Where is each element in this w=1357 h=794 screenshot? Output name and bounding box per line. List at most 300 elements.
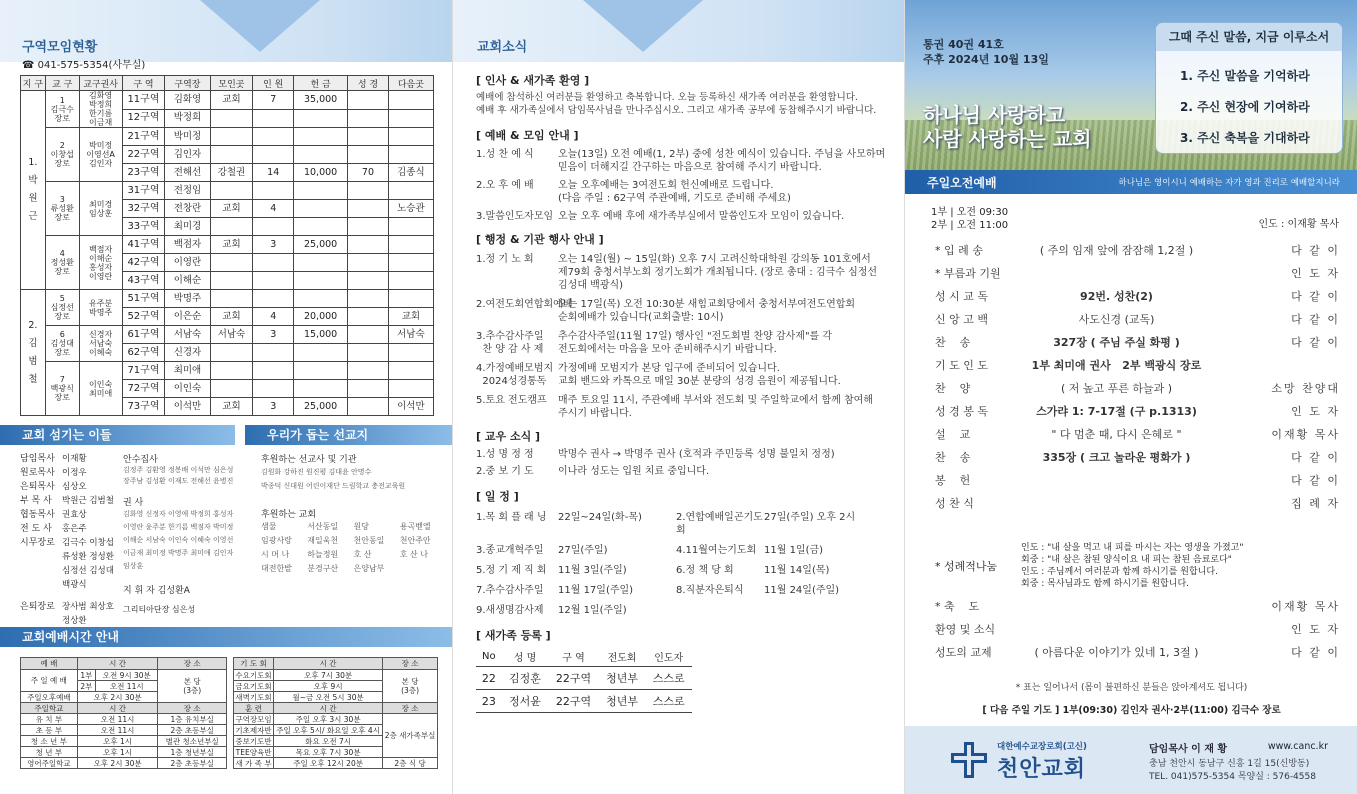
order-content: 335장 ( 크고 놀라운 평화가 ) — [1042, 450, 1191, 464]
school-place: 별관 청소년부실 — [158, 736, 227, 747]
server-names: 김극수 이창섭 류성환 정성환 심정선 김성대 백광식 — [62, 538, 114, 590]
data-cell — [253, 146, 294, 164]
data-cell — [253, 182, 294, 200]
newfamily-cell: 22구역 — [548, 690, 599, 713]
news-item-text: 박명수 권사 → 박명주 권사 (호적과 주민등록 성명 불일치 정정) — [558, 449, 835, 460]
news-body — [476, 72, 891, 713]
missions-title: 우리가 돕는 선교지 — [245, 425, 452, 445]
parish-cell: 3 류성환 장로 — [45, 182, 79, 236]
order-performer: 인 도 자 — [1291, 266, 1340, 280]
news-item — [476, 448, 891, 461]
table-row — [21, 714, 227, 725]
table-row — [21, 128, 434, 146]
officers — [123, 452, 243, 615]
schedule-event: 9.새생명감사제 — [476, 605, 544, 616]
table-row — [234, 758, 438, 769]
server-row — [20, 536, 120, 592]
order-item: 찬 송 — [935, 335, 971, 349]
next-prayer: [ 다음 주일 기도 ] 1부(09:30) 김인자 권사·2부(11:00) 김극수 장로 — [982, 705, 1281, 716]
training-time: 목요 오후 7시 30분 — [274, 747, 383, 758]
schedule-date — [764, 604, 891, 617]
column-header: 성 명 — [502, 647, 549, 667]
order-content: 92번. 성찬(2) — [1080, 289, 1153, 303]
data-cell — [294, 344, 348, 362]
servers-title: 교회 섬기는 이들 — [0, 425, 235, 445]
table-row — [234, 714, 438, 725]
schedule-event: 7.추수감사주일 — [476, 585, 544, 596]
data-cell — [294, 109, 348, 128]
data-cell — [348, 326, 389, 344]
service-part: 2부 — [77, 681, 95, 692]
server-names: 이정우 — [62, 468, 87, 478]
admin-items — [476, 253, 891, 420]
schedule-date: 11월 14일(목) — [764, 565, 830, 576]
anjibs-title: 안수집사 — [123, 455, 158, 465]
data-cell — [348, 182, 389, 200]
churches-grid — [261, 520, 446, 576]
newfamily-cell: 23 — [476, 690, 502, 713]
data-cell: 33구역 — [122, 218, 165, 236]
admin-heading: [ 행정 & 기관 행사 안내 ] — [476, 233, 604, 246]
news-item-text: 추수감사주일(11월 17일) 행사인 "전도회별 찬양 감사제"를 각 전도회에서는 마음을 모아 준비해주시기 바랍니다. — [558, 331, 833, 355]
header-triangle — [200, 0, 320, 52]
school-place: 2층 초등부실 — [158, 758, 227, 769]
school-time: 오후 1시 — [77, 736, 158, 747]
office-phone: ☎ 041-575-5354(사무실) — [22, 60, 146, 71]
server-role: 전 도 사 — [20, 524, 52, 534]
sacrament-line: 회중 : "내 살은 참된 양식이요 내 피는 참된 음료로다" — [1021, 555, 1232, 565]
time-second: 2부 | 오전 11:00 — [931, 220, 1009, 231]
data-cell: 이인숙 — [165, 380, 210, 398]
data-cell — [348, 146, 389, 164]
data-cell: 51구역 — [122, 290, 165, 308]
school-place: 1층 청년부실 — [158, 747, 227, 758]
data-cell — [253, 128, 294, 146]
data-cell: 서남숙 — [210, 326, 253, 344]
worship-order-row — [905, 422, 1357, 445]
table-subheader-row — [234, 703, 438, 714]
church-name: 천안교회 — [997, 757, 1087, 782]
training-name: 구역장모임 — [235, 714, 272, 724]
schedule-date: 27일(주일) — [558, 545, 608, 556]
church-name: 하늘정원 — [307, 550, 339, 559]
server-role: 협동목사 — [20, 510, 55, 520]
missions-names: 김원화 강하진 원진평 김대윤 안명수 박종덕 신대원 어린이재단 드림학교 충전교육원 — [261, 468, 406, 490]
data-cell: 72구역 — [122, 380, 165, 398]
training-place: 2층 새가족부실 — [383, 714, 438, 758]
data-cell — [210, 109, 253, 128]
prayer-name: 금요기도회 — [235, 681, 272, 691]
data-cell: 62구역 — [122, 344, 165, 362]
parish-cell: 4 정성환 장로 — [45, 236, 79, 290]
data-cell — [294, 290, 348, 308]
service-verse: 하나님은 영이시니 예배하는 자가 영과 진리로 예배할지니라 — [1118, 178, 1340, 188]
server-row — [20, 452, 120, 466]
order-item: * 축 도 — [935, 599, 980, 613]
data-cell — [294, 254, 348, 272]
panel-news — [452, 0, 904, 794]
data-cell: 12구역 — [122, 109, 165, 128]
training-name: 새 가 족 부 — [235, 758, 272, 768]
service-part: 1부 — [77, 670, 95, 681]
slogan — [923, 103, 1092, 151]
column-header: 다음곳 — [388, 76, 433, 91]
data-cell: 10,000 — [294, 164, 348, 182]
data-cell — [294, 272, 348, 290]
worship-order-row — [905, 468, 1357, 491]
data-cell — [253, 380, 294, 398]
schedule-date: 11월 3일(주일) — [558, 565, 627, 576]
order-content: " 다 멈춘 때, 다시 은혜로 " — [1051, 427, 1182, 441]
service-time: 오전 11시 — [96, 681, 158, 692]
table-row — [476, 667, 692, 690]
denomination: 대한예수교장로회(고신) — [997, 742, 1087, 752]
table-header-row — [476, 647, 692, 667]
data-cell: 최미경 — [165, 218, 210, 236]
table-row — [21, 758, 227, 769]
column-header: 교 구 — [45, 76, 79, 91]
order-performer: 이재황 목사 — [1271, 427, 1340, 441]
schedule-event: 8.직분자은퇴식 — [676, 585, 744, 596]
worship-order-row — [905, 445, 1357, 468]
data-cell — [294, 200, 348, 218]
parish-deaconess-cell: 최미경 임상훈 — [79, 182, 122, 236]
training-time: 주일 오후 5시/ 화요일 오후 4시 — [274, 725, 383, 736]
worship-order-row — [905, 353, 1357, 376]
server-names: 홍은주 — [62, 524, 87, 534]
welcome-text: 예배에 참석하신 여러분들 환영하고 축복합니다. 오늘 등록하신 새가족 여러분을 환영합니다. 예배 후 새가족실에서 담임목사님을 만나주십시오. 그리고 새가족 공부에 동참해주시기 바랍니다. — [476, 92, 877, 116]
data-cell — [253, 254, 294, 272]
table-row — [21, 236, 434, 254]
header-triangle — [583, 0, 703, 52]
order-item: 환영 및 소식 — [935, 622, 996, 636]
gwonsa-title: 권 사 — [123, 498, 144, 508]
data-cell — [210, 218, 253, 236]
slogan-line2: 사람 사랑하는 교회 — [923, 127, 1092, 151]
news-item-label: 3.추수감사주일 찬 양 감 사 제 — [476, 331, 544, 355]
table-header-row — [234, 658, 438, 670]
prayer-time: 오후 7시 30분 — [274, 670, 383, 681]
parish-deaconess-cell: 김화영 박정희 한기름 이금재 — [79, 91, 122, 128]
newfamily-cell: 22 — [476, 667, 502, 690]
order-performer: 집 례 자 — [1291, 496, 1340, 510]
schedule-event: 1.목 회 플 래 닝 — [476, 512, 547, 523]
parish-deaconess-cell: 백점자 이해순 홍성자 이영란 — [79, 236, 122, 290]
data-cell: 교회 — [210, 91, 253, 110]
table-row — [21, 736, 227, 747]
church-name: 천안주안 — [399, 536, 431, 545]
service-leader: 인도 : 이재황 목사 — [1258, 219, 1339, 230]
church-name: 임광사랑 — [261, 536, 292, 545]
data-cell: 교회 — [210, 236, 253, 254]
server-row — [20, 522, 120, 536]
slogan-line1: 하나님 사랑하고 — [923, 103, 1066, 127]
news-item — [476, 394, 891, 420]
data-cell — [294, 380, 348, 398]
data-cell — [294, 218, 348, 236]
column-header: 교구권사 — [79, 76, 122, 91]
data-cell: 4 — [253, 200, 294, 218]
bulletin-date: 주후 2024년 10월 13일 — [923, 53, 1049, 66]
server-names: 심상오 — [62, 482, 87, 492]
motto-item: 1. 주신 말씀을 기억하라 — [1180, 69, 1310, 83]
conductor: 지 휘 자 김성환A — [123, 586, 190, 596]
data-cell — [388, 182, 433, 200]
order-item: 성도의 교제 — [935, 645, 992, 659]
news-item — [476, 298, 891, 324]
service-time: 오후 2시 30분 — [77, 692, 158, 703]
worship-order-row — [905, 261, 1357, 284]
data-cell: 61구역 — [122, 326, 165, 344]
data-cell: 강철권 — [210, 164, 253, 182]
prayer-name: 새벽기도회 — [235, 692, 272, 702]
column-header: 시 간 — [274, 703, 383, 714]
data-cell: 31구역 — [122, 182, 165, 200]
data-cell: 이석만 — [165, 398, 210, 416]
data-cell: 이석만 — [388, 398, 433, 416]
school-name: 영어주일학교 — [21, 758, 78, 769]
data-cell — [348, 218, 389, 236]
table-row — [21, 326, 434, 344]
news-item — [476, 465, 891, 478]
schedule-date: 27일(주일) 오후 2시 — [764, 512, 856, 523]
news-item — [476, 362, 891, 388]
service-name: 주 일 예 배 — [21, 670, 78, 692]
data-cell: 교회 — [388, 308, 433, 326]
data-cell: 김인자 — [165, 146, 210, 164]
data-cell — [388, 254, 433, 272]
order-item: * 입 례 송 — [935, 243, 983, 257]
news-item-label: 5.토요 전도캠프 — [476, 395, 547, 406]
data-cell — [210, 182, 253, 200]
schedule-date: 22일~24일(화-목) — [558, 512, 642, 523]
table-row — [21, 91, 434, 110]
panel-front — [904, 0, 1357, 794]
data-cell — [388, 290, 433, 308]
order-content: 1부 최미애 권사 2부 백광식 장로 — [1031, 358, 1202, 372]
church-name: 시 머 나 — [261, 550, 290, 559]
data-cell — [210, 146, 253, 164]
sacrament-line: 인도 : 주님께서 여러분과 함께 하시기를 원합니다. — [1021, 567, 1218, 577]
column-header: 장 소 — [383, 658, 438, 670]
schedule-row — [476, 511, 891, 537]
server-row — [20, 600, 120, 628]
column-header: 전도회 — [599, 647, 646, 667]
data-cell: 20,000 — [294, 308, 348, 326]
table-row — [21, 747, 227, 758]
news-item-label: 2.중 보 기 도 — [476, 466, 534, 477]
parish-cell: 5 심정선 장로 — [45, 290, 79, 326]
server-role: 은퇴목사 — [20, 482, 55, 492]
table-row — [21, 725, 227, 736]
school-name: 유 치 부 — [21, 714, 78, 725]
column-header: 예 배 — [21, 658, 78, 670]
schedule-row — [476, 584, 891, 597]
news-item-label: 2.여전도회연합회예배 — [476, 299, 573, 310]
table-row — [21, 670, 227, 681]
parish-deaconess-cell: 이인숙 최미애 — [79, 362, 122, 416]
parish-deaconess-cell: 신경자 서남숙 이혜숙 — [79, 326, 122, 362]
worship-order-row — [905, 284, 1357, 307]
table-row — [21, 182, 434, 200]
column-header: 훈 련 — [234, 703, 274, 714]
column-header: 시 간 — [77, 658, 158, 670]
news-item — [476, 179, 891, 205]
schedule-date: 12월 1일(주일) — [558, 605, 627, 616]
news-item-label: 1.성 찬 예 식 — [476, 149, 534, 160]
training-place: 2층 식 당 — [383, 758, 438, 769]
data-cell: 전창란 — [165, 200, 210, 218]
prayer-name: 수요기도회 — [235, 670, 272, 680]
schedule-row — [476, 604, 891, 617]
server-row — [20, 466, 120, 480]
news-item-text: 오는 17일(목) 오전 10:30분 새힘교회당에서 충청서부여전도연합회 순회예배가 있습니다(교회출발: 10시) — [558, 299, 856, 323]
server-role: 시무장로 — [20, 538, 55, 548]
newfamily-cell: 정서윤 — [502, 690, 549, 713]
order-item: 찬 송 — [935, 450, 971, 464]
order-performer: 다 같 이 — [1291, 312, 1340, 326]
data-cell — [348, 200, 389, 218]
news-item-label: 1.성 명 정 정 — [476, 449, 534, 460]
order-performer: 다 같 이 — [1291, 473, 1340, 487]
data-cell: 박미정 — [165, 128, 210, 146]
server-row — [20, 494, 120, 508]
service-place: 본 당 (3층) — [158, 670, 227, 703]
motto-list — [1156, 51, 1342, 154]
church-name: 호 산 — [353, 550, 372, 559]
data-cell: 32구역 — [122, 200, 165, 218]
data-cell: 노승관 — [388, 200, 433, 218]
order-performer: 다 같 이 — [1291, 645, 1340, 659]
motto-item: 2. 주신 현장에 기여하라 — [1180, 100, 1310, 114]
school-name: 초 등 부 — [21, 725, 78, 736]
order-performer: 다 같 이 — [1291, 450, 1340, 464]
data-cell: 25,000 — [294, 398, 348, 416]
table-row — [476, 690, 692, 713]
server-role: 은퇴장로 — [20, 602, 55, 612]
prayer-time: 오후 9시 — [274, 681, 383, 692]
data-cell: 박명주 — [165, 290, 210, 308]
schedule-row — [476, 544, 891, 557]
order-performer: 인 도 자 — [1291, 622, 1340, 636]
column-header: 시 간 — [77, 703, 158, 714]
worship-right-table — [233, 657, 438, 769]
data-cell: 박정희 — [165, 109, 210, 128]
order-content: 사도신경 (교독) — [1078, 312, 1155, 326]
data-cell: 7 — [253, 91, 294, 110]
district-cell: 2. 김 범 철 — [21, 290, 46, 416]
newfamily-cell: 22구역 — [548, 667, 599, 690]
schedule-grid — [476, 511, 891, 617]
order-performer: 인 도 자 — [1291, 404, 1340, 418]
data-cell — [348, 380, 389, 398]
news-item — [476, 253, 891, 292]
data-cell — [348, 91, 389, 110]
data-cell: 23구역 — [122, 164, 165, 182]
data-cell — [294, 146, 348, 164]
data-cell: 71구역 — [122, 362, 165, 380]
column-header: 지 구 — [21, 76, 46, 91]
motto-title: 그때 주신 말씀, 지금 이루소서 — [1156, 23, 1342, 51]
prayer-place: 본 당 (3층) — [383, 670, 438, 703]
table-row — [234, 670, 438, 681]
sacrament-section — [905, 540, 1357, 592]
schedule-date: 11월 24일(주일) — [764, 585, 840, 596]
newfamily-cell: 청년부 — [599, 690, 646, 713]
order-item: 찬 양 — [935, 381, 971, 395]
data-cell: 교회 — [210, 200, 253, 218]
data-cell: 이영란 — [165, 254, 210, 272]
column-header: 기 도 회 — [234, 658, 274, 670]
worship-title: 교회예배시간 안내 — [0, 627, 452, 647]
data-cell: 3 — [253, 398, 294, 416]
column-header: 장 소 — [383, 703, 438, 714]
news-item-text: 이나라 성도는 입원 치료 중입니다. — [558, 466, 710, 477]
training-name: 기초제자반 — [235, 725, 272, 735]
data-cell: 70 — [348, 164, 389, 182]
data-cell: 백점자 — [165, 236, 210, 254]
server-row — [20, 508, 120, 522]
data-cell — [388, 344, 433, 362]
motto-box — [1155, 22, 1343, 154]
data-cell: 21구역 — [122, 128, 165, 146]
order-content: 327장 ( 주님 주실 화평 ) — [1053, 335, 1180, 349]
column-header: No — [476, 647, 502, 667]
news-item-text: 오는 14일(월) ~ 15일(화) 오후 7시 고려신학대학원 강의동 101호에서 제79회 충청서부노회 정기노회가 개최됩니다. (장로 총대 : 김극수 심정선 김성대 백광식) — [558, 254, 878, 291]
sacrament-line: 회중 : 목사님과도 함께 하시기를 원합니다. — [1021, 579, 1189, 589]
server-names: 박원근 김범철 — [62, 496, 114, 506]
order-performer: 다 같 이 — [1291, 289, 1340, 303]
panel-district — [0, 0, 452, 794]
news-item — [476, 148, 891, 174]
data-cell: 최미애 — [165, 362, 210, 380]
training-time: 주일 오후 3시 30분 — [274, 714, 383, 725]
newfamily-table — [476, 647, 692, 713]
church-logo-icon — [949, 740, 989, 780]
server-names: 이재황 — [62, 454, 87, 464]
data-cell: 이은순 — [165, 308, 210, 326]
welcome-heading: [ 인사 & 새가족 환영 ] — [476, 74, 590, 87]
schedule-row — [476, 564, 891, 577]
news-item-text: 오늘(13일) 오전 예배(1, 2부) 중에 성찬 예식이 있습니다. 주님을 사모하며 믿음이 더해지길 간구하는 마음으로 참여해 주시기 바랍니다. — [558, 149, 886, 173]
volume: 통권 40권 41호 — [923, 38, 1004, 51]
data-cell — [348, 272, 389, 290]
news-item — [476, 330, 891, 356]
data-cell: 교회 — [210, 398, 253, 416]
data-cell: 김종식 — [388, 164, 433, 182]
schedule-event: 6.정 책 당 회 — [676, 565, 734, 576]
worship-left-table — [20, 657, 227, 769]
column-header: 인도자 — [645, 647, 692, 667]
data-cell: 35,000 — [294, 91, 348, 110]
column-header: 시 간 — [274, 658, 383, 670]
school-place: 2층 초등부실 — [158, 725, 227, 736]
data-cell — [388, 236, 433, 254]
data-cell — [348, 290, 389, 308]
data-cell — [210, 362, 253, 380]
data-cell: 서남숙 — [388, 326, 433, 344]
data-cell — [388, 109, 433, 128]
worship-order-row — [905, 594, 1357, 617]
newfamily-cell: 스스로 — [645, 690, 692, 713]
gwonsa-names: 김화영 신정자 이영애 박정희 홍성자 이영란 윤주분 한기름 백점자 박미정 이해순 서남숙 이인숙 이혜숙 이영선 이금재 최미정 박명주 최미애 김인자 임상훈 — [123, 510, 234, 570]
data-cell — [253, 109, 294, 128]
news-item-label: 4.가정예배모범지 2024성경통독 — [476, 363, 554, 387]
order-item: 성 시 교 독 — [935, 289, 988, 303]
data-cell: 서남숙 — [165, 326, 210, 344]
table-header-row — [21, 658, 227, 670]
data-cell: 신경자 — [165, 344, 210, 362]
